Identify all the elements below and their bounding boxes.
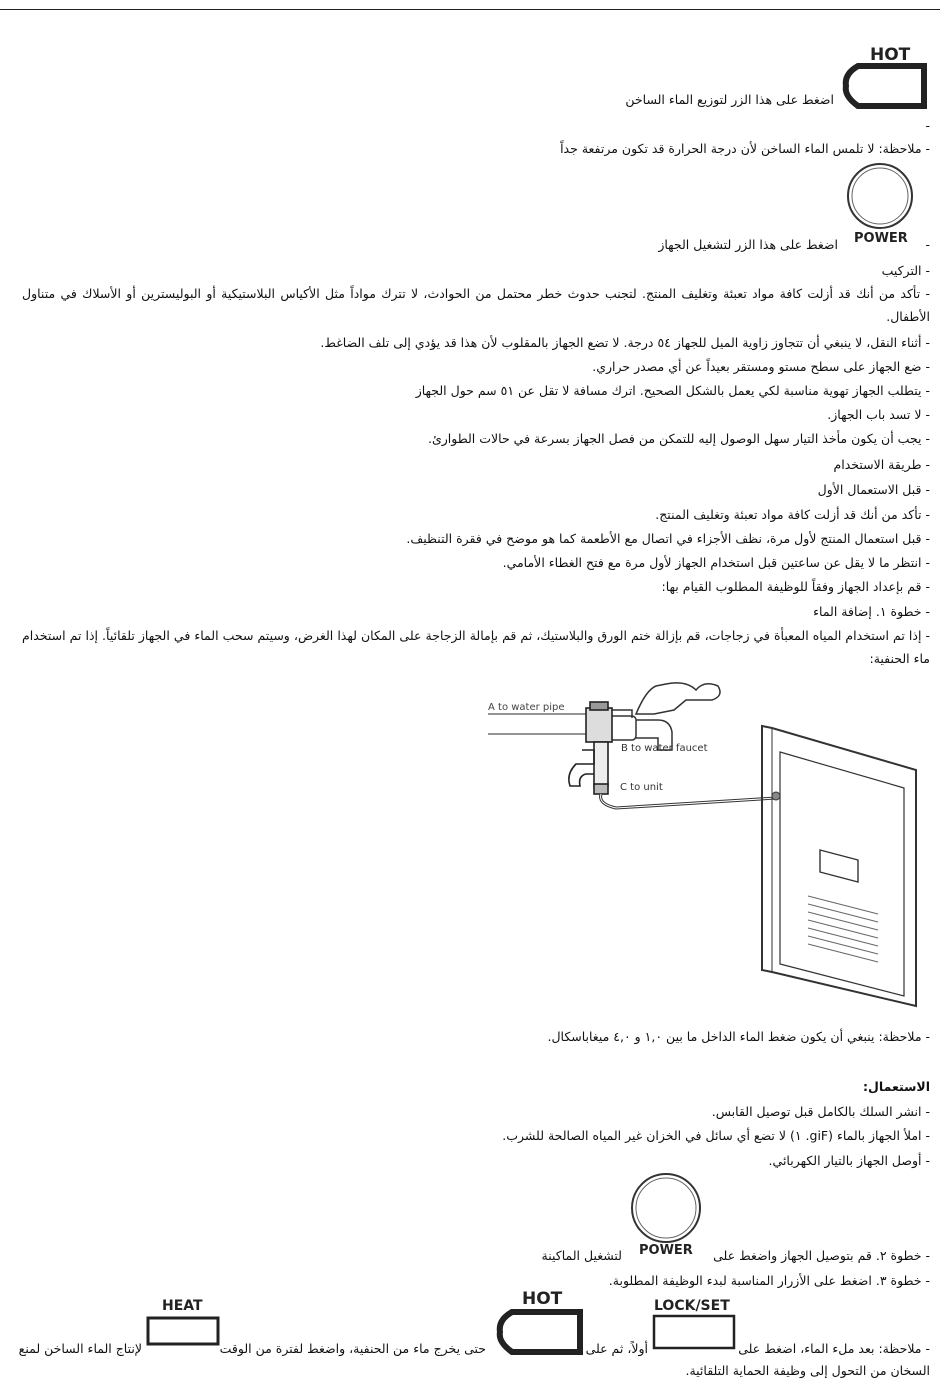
final-note-d: لإنتاج الماء الساخن لمنع: [18, 1341, 142, 1356]
pressure-note: - ملاحظة: ينبغي أن يكون ضغط الماء الداخل ما بين ١,٠ و ٤,٠ ميغاباسكال.: [547, 1029, 930, 1044]
step2-text-a: - خطوة ٢. قم بتوصيل الجهاز واضغط على: [713, 1248, 930, 1263]
clean-note: - قبل استعمال المنتج لأول مرة، نظف الأجزاء في اتصال مع الأطعمة كما هو موضح في فقرة التنظيف.: [406, 531, 930, 546]
step2-text-b: لتشغيل الماكينة: [541, 1248, 622, 1263]
fill-note: - املأ الجهاز بالماء (giF. ١) لا تضع أي سائل في الخزان غير المياه الصالحة للشرب.: [502, 1128, 930, 1143]
packaging-note-2: - تأكد من أنك قد أزلت كافة مواد تعبئة وتغليف المنتج.: [655, 507, 930, 522]
power-press-text: اضغط على هذا الزر لتشغيل الجهاز: [658, 237, 838, 252]
top-rule: [0, 9, 940, 10]
hot-press-text: اضغط على هذا الزر لتوزيع الماء الساخن: [625, 92, 834, 107]
wait-note: - انتظر ما لا يقل عن ساعتين قبل استخدام الجهاز لأول مرة مع فتح الغطاء الأمامي.: [502, 555, 930, 570]
label-water-faucet: B to water faucet: [621, 743, 708, 754]
final-note-b: أولاً، ثم على: [585, 1341, 648, 1356]
usage-title: الاستعمال:: [863, 1079, 930, 1094]
tilt-warning: - أثناء النقل، لا ينبغي أن تتجاوز زاوية الميل للجهاز ٥٤ درجة. لا تضع الجهاز بالمقلوب لأن هذا قد يؤدي إلى تلف الضاغط.: [320, 335, 930, 350]
power-button-icon-step2: [626, 1170, 706, 1260]
power-label-step2: POWER: [639, 1243, 693, 1258]
water-pipe-a: [488, 714, 590, 734]
surface-note: - ضع الجهاز على سطح مستو ومستقر بعيداً عن أي مصدر حراري.: [592, 359, 930, 374]
tee-valve: [569, 702, 612, 794]
bottled-water-note: - إذا تم استخدام المياه المعبأة في زجاجات، قم بإزالة ختم الورق والبلاستيك، ثم قم بإمالة الزجاجة على المكان لهذا الغرض، وسيتم سحب الماء في الجهاز تلقائياً. إذا تم استخدام ماء الحنفية:: [22, 628, 930, 666]
hot-label-inline: HOT: [522, 1289, 563, 1309]
supply-tube: [601, 794, 776, 808]
ventilation-note: - يتطلب الجهاز تهوية مناسبة لكي يعمل بالشكل الصحيح. اترك مسافة لا تقل عن ٥١ سم حول الجهاز: [415, 383, 930, 398]
hot-button-icon-inline: [492, 1286, 588, 1356]
lock-set-label: LOCK/SET: [654, 1298, 730, 1314]
faucet-illustration: [594, 683, 720, 750]
packaging-warning: - تأكد من أنك قد أزلت كافة مواد تعبئة وتغليف المنتج. لتجنب حدوث خطر محتمل من الحوادث، لا تترك مواداً مثل الأكياس البلاستيكية أو البوليسترين أو الأسلاك في متناول الأطفال.: [22, 286, 930, 324]
step1: - خطوة ١. إضافة الماء: [813, 604, 930, 619]
power-dash: -: [925, 237, 930, 252]
label-to-unit: C to unit: [620, 782, 663, 793]
power-button-icon: [840, 162, 920, 248]
power-label: POWER: [854, 231, 908, 246]
step3: - خطوة ٣. اضغط على الأزرار المناسبة لبدء الوظيفة المطلوبة.: [608, 1273, 930, 1288]
label-water-pipe: A to water pipe: [488, 702, 565, 713]
first-use: - قبل الاستعمال الأول: [817, 482, 930, 497]
heat-button-icon: [146, 1294, 222, 1354]
water-unit-cabinet: [762, 726, 916, 1006]
install-heading: - التركيب: [881, 263, 930, 278]
lock-set-button-icon: [652, 1292, 738, 1354]
connect-note: - أوصل الجهاز بالتيار الكهربائي.: [768, 1153, 930, 1168]
cord-note: - انشر السلك بالكامل قبل توصيل القابس.: [711, 1104, 930, 1119]
dash-line: -: [925, 118, 930, 133]
setup-note: - قم بإعداد الجهاز وفقاً للوظيفة المطلوب القيام بها:: [661, 579, 930, 594]
final-note-c: حتى يخرج ماء من الحنفية، واضغط لفترة من الوقت: [219, 1341, 486, 1356]
door-note: - لا تسد باب الجهاز.: [827, 407, 930, 422]
hot-label: HOT: [870, 45, 911, 65]
water-connection-diagram: [486, 670, 926, 1022]
socket-note: - يجب أن يكون مأخذ التيار سهل الوصول إليه للتمكن من فصل الجهاز بسرعة في حالات الطوارئ.: [428, 431, 930, 446]
hot-note: - ملاحظة: لا تلمس الماء الساخن لأن درجة الحرارة قد تكون مرتفعة جداً: [560, 141, 930, 156]
heat-label: HEAT: [162, 1298, 203, 1314]
final-note-e: السخان من التحول إلى وظيفة الحماية التلقائية.: [685, 1363, 930, 1378]
hot-button-icon: [836, 40, 926, 110]
usage-method: - طريقة الاستخدام: [833, 457, 930, 472]
final-note-a: - ملاحظة: بعد ملء الماء، اضغط على: [738, 1341, 930, 1356]
